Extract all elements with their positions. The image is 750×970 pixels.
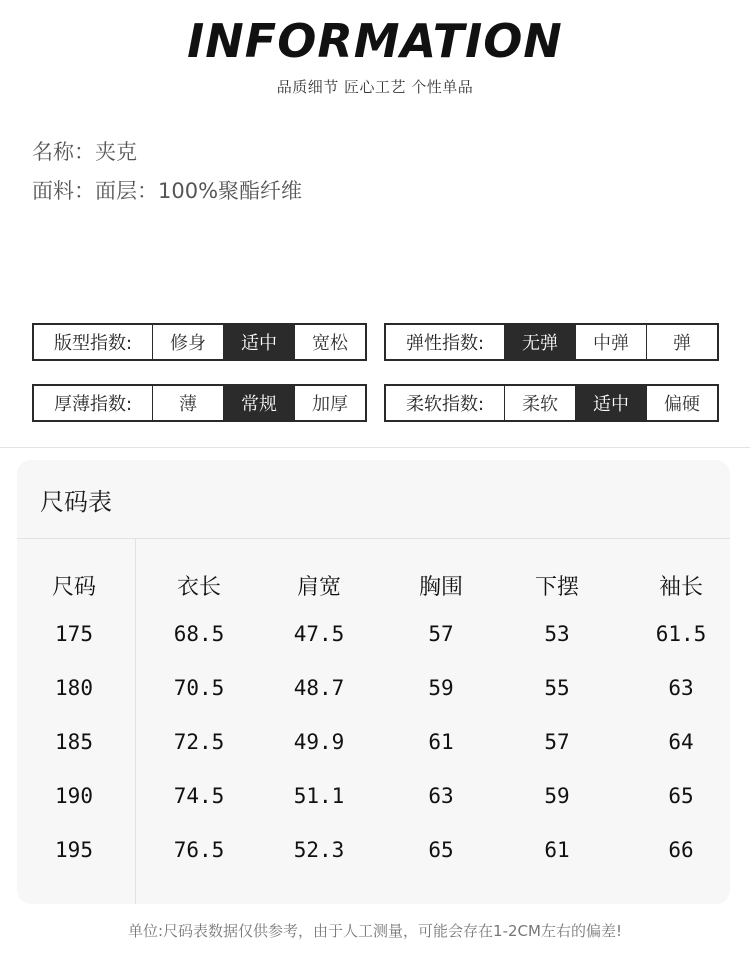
size-cell: 195 <box>55 838 93 862</box>
thickness-option: 常规 <box>223 386 294 420</box>
product-fabric: 面料：面层：100%聚酯纤维 <box>32 179 303 203</box>
thickness-index-label: 厚薄指数: <box>53 394 133 415</box>
fit-option: 修身 <box>152 325 223 359</box>
thickness-option: 加厚 <box>294 386 365 420</box>
fit-option: 适中 <box>223 325 294 359</box>
measurement-cell: 51.1 <box>293 784 345 808</box>
size-cell: 175 <box>55 622 93 646</box>
size-chart-note: 单位:尺码表数据仅供参考，由于人工测量，可能会存在1-2CM左右的偏差! <box>128 922 622 940</box>
softness-option: 适中 <box>575 386 646 420</box>
elasticity-option: 无弹 <box>504 325 575 359</box>
measurement-cell: 65 <box>668 784 694 808</box>
column-header: 袖长 <box>658 575 703 600</box>
column-header: 衣长 <box>176 575 221 600</box>
measurement-cell: 47.5 <box>293 622 345 646</box>
measurement-cell: 55 <box>544 676 570 700</box>
softness-index-label: 柔软指数: <box>405 394 485 415</box>
section-divider <box>0 447 750 448</box>
measurement-cell: 57 <box>544 730 570 754</box>
measurement-cell: 61.5 <box>655 622 707 646</box>
measurement-cell: 74.5 <box>173 784 225 808</box>
measurement-cell: 49.9 <box>293 730 345 754</box>
elasticity-index-label: 弹性指数: <box>405 333 485 354</box>
measurement-cell: 76.5 <box>173 838 225 862</box>
product-name: 名称：夹克 <box>32 140 137 164</box>
column-header: 下摆 <box>534 575 579 600</box>
measurement-cell: 66 <box>668 838 694 862</box>
measurement-cell: 53 <box>544 622 570 646</box>
size-cell: 185 <box>55 730 93 754</box>
page-subtitle: 品质细节 匠心工艺 个性单品 <box>276 78 474 96</box>
fit-index <box>32 323 367 361</box>
column-header: 尺码 <box>51 575 96 600</box>
measurement-cell: 59 <box>428 676 454 700</box>
size-chart-card <box>17 460 730 904</box>
size-chart-title: 尺码表 <box>40 488 112 516</box>
measurement-cell: 61 <box>428 730 454 754</box>
measurement-cell: 63 <box>668 676 694 700</box>
measurement-cell: 59 <box>544 784 570 808</box>
measurement-cell: 57 <box>428 622 454 646</box>
measurement-cell: 65 <box>428 838 454 862</box>
elasticity-option: 中弹 <box>575 325 646 359</box>
softness-index <box>384 384 719 422</box>
fit-index-label: 版型指数: <box>53 333 133 354</box>
column-header: 肩宽 <box>296 575 341 600</box>
softness-option: 柔软 <box>504 386 575 420</box>
page-title: INFORMATION <box>187 14 563 68</box>
measurement-cell: 61 <box>544 838 570 862</box>
thickness-index <box>32 384 367 422</box>
measurement-cell: 48.7 <box>293 676 345 700</box>
measurement-cell: 52.3 <box>293 838 345 862</box>
size-cell: 180 <box>55 676 93 700</box>
thickness-option: 薄 <box>152 386 223 420</box>
size-cell: 190 <box>55 784 93 808</box>
softness-option: 偏硬 <box>646 386 717 420</box>
card-divider <box>17 538 730 539</box>
measurement-cell: 72.5 <box>173 730 225 754</box>
elasticity-option: 弹 <box>646 325 717 359</box>
measurement-cell: 64 <box>668 730 694 754</box>
card-column-divider <box>135 538 136 904</box>
elasticity-index <box>384 323 719 361</box>
fit-option: 宽松 <box>294 325 365 359</box>
measurement-cell: 68.5 <box>173 622 225 646</box>
column-header: 胸围 <box>418 575 463 600</box>
measurement-cell: 63 <box>428 784 454 808</box>
measurement-cell: 70.5 <box>173 676 225 700</box>
